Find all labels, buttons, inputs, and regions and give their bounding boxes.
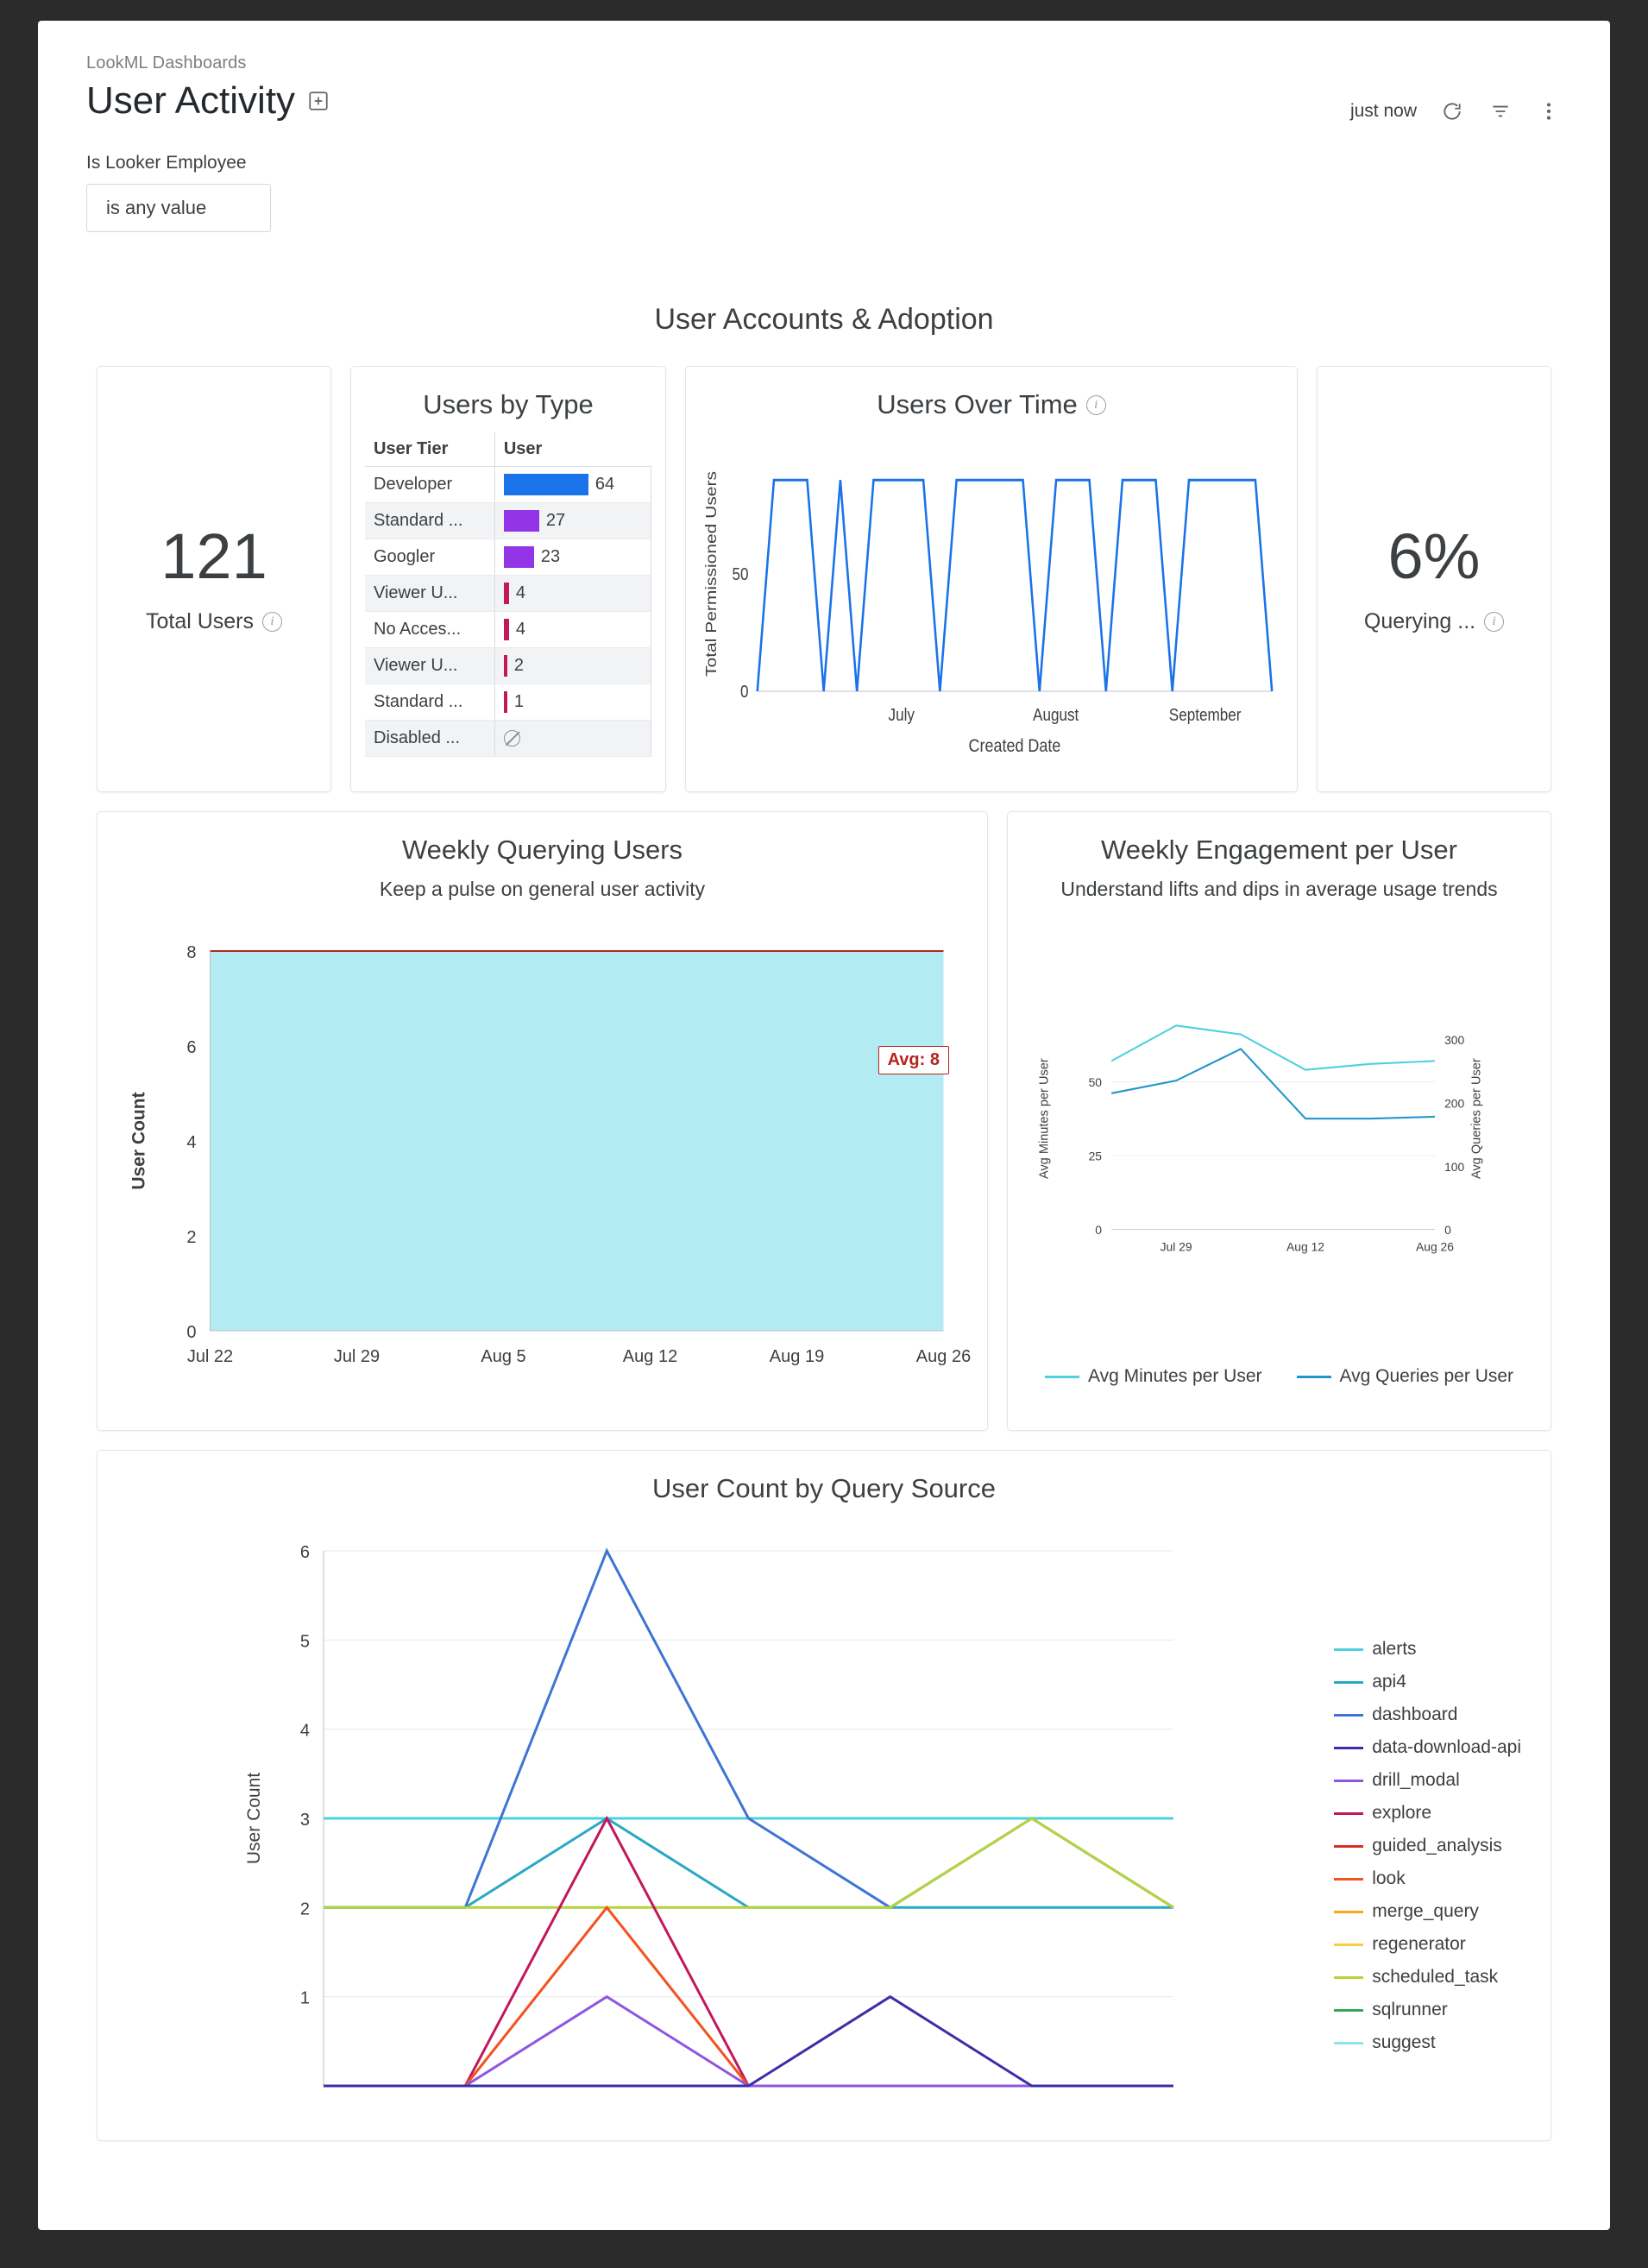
value-bar (504, 691, 507, 713)
axis-tick-label: 50 (1088, 1075, 1103, 1090)
tile-weekly-engagement-per-user[interactable] (1007, 811, 1551, 1431)
cell-user-value (494, 576, 651, 612)
cell-user-tier: No Acces... (365, 612, 494, 648)
legend-swatch (1334, 1714, 1363, 1717)
user-count-by-query-source-title: User Count by Query Source (651, 1473, 996, 1504)
legend-swatch (1334, 1878, 1363, 1881)
line-series-drill_modal (324, 1997, 1173, 2086)
value-label: 27 (545, 511, 566, 531)
refresh-icon[interactable] (1439, 98, 1465, 124)
axis-tick-label: Created Date (968, 736, 1061, 757)
legend-swatch (1334, 1812, 1363, 1815)
legend-label: scheduled_task (1372, 1967, 1499, 1988)
tile-user-count-by-query-source[interactable] (97, 1450, 1551, 2141)
line-series-total-permissioned-users (758, 481, 1272, 692)
y-axis-title-left: Avg Minutes per User (1037, 1058, 1052, 1180)
header-actions (1350, 98, 1562, 124)
weekly-engagement-title: Weekly Engagement per User (1101, 835, 1457, 866)
col-header-user-tier[interactable]: User Tier (365, 432, 494, 467)
value-bar (504, 619, 509, 640)
tile-weekly-querying-users[interactable] (97, 811, 988, 1431)
info-icon[interactable]: i (1086, 395, 1106, 415)
last-refresh-label: just now (1349, 101, 1417, 121)
axis-tick-label: 100 (1444, 1160, 1465, 1175)
users-over-time-title-text: Users Over Time (877, 389, 1078, 420)
axis-tick-label: 3 (299, 1811, 310, 1830)
y-axis-title: User Count (129, 1092, 149, 1190)
axis-tick-label: 4 (186, 1133, 197, 1153)
legend-item[interactable] (1334, 1901, 1521, 1922)
total-users-value: 121 (160, 520, 267, 592)
legend-item[interactable] (1334, 2000, 1521, 2020)
axis-tick-label: 300 (1444, 1033, 1465, 1048)
tile-total-users[interactable] (97, 366, 331, 792)
legend-item[interactable] (1334, 1672, 1521, 1692)
dashboard-header (38, 21, 1610, 122)
tile-users-by-type[interactable] (350, 366, 666, 792)
axis-tick-label: 0 (186, 1323, 197, 1343)
legend-item[interactable] (1334, 1639, 1521, 1660)
legend-label: guided_analysis (1372, 1836, 1502, 1856)
null-icon (504, 730, 520, 747)
legend-item[interactable] (1334, 1770, 1521, 1791)
tile-row-2 (38, 811, 1610, 1431)
cell-user-tier: Viewer U... (365, 648, 494, 684)
cell-user-tier: Googler (365, 539, 494, 576)
cell-user-tier: Viewer U... (365, 576, 494, 612)
line-series-api4 (324, 1818, 1173, 1907)
weekly-engagement-subtitle: Understand lifts and dips in average usage trends (1060, 878, 1498, 901)
filter-icon[interactable] (1488, 98, 1513, 124)
dashboard-window (38, 21, 1610, 2230)
value-bar (504, 510, 539, 532)
user-count-by-query-source-legend (1334, 1639, 1521, 2053)
line-series-avg-minutes-per-user (1111, 1026, 1435, 1070)
legend-swatch (1334, 2042, 1363, 2044)
axis-tick-label: Aug 26 (1415, 1239, 1454, 1254)
value-label: 64 (594, 475, 615, 495)
axis-tick-label: 200 (1444, 1096, 1465, 1111)
value-bar (504, 474, 588, 495)
total-users-label-text: Total Users (145, 608, 255, 633)
cell-user-value (494, 467, 651, 503)
cell-user-value (494, 503, 651, 539)
legend-swatch (1334, 1648, 1363, 1651)
legend-swatch (1334, 1911, 1363, 1913)
legend-item[interactable] (1334, 1803, 1521, 1824)
table-row[interactable] (365, 503, 651, 539)
legend-item[interactable] (1334, 1836, 1521, 1856)
querying-percent-value: 6% (1387, 520, 1481, 592)
filter-value-is-looker-employee[interactable]: is any value (86, 184, 271, 232)
legend-label: merge_query (1372, 1901, 1479, 1922)
legend-item[interactable] (1334, 1967, 1521, 1988)
section-title: User Accounts & Adoption (654, 303, 994, 337)
axis-tick-label: 1 (299, 1989, 310, 2009)
table-row[interactable] (365, 684, 651, 721)
axis-tick-label: 25 (1088, 1149, 1103, 1163)
tile-row-1 (38, 366, 1610, 792)
axis-tick-label: Jul 29 (1160, 1239, 1192, 1254)
axis-tick-label: Aug 19 (769, 1347, 825, 1367)
legend-swatch (1334, 1944, 1363, 1946)
info-icon[interactable]: i (1484, 612, 1504, 632)
legend-label: sqlrunner (1372, 2000, 1448, 2020)
legend-item[interactable] (1334, 1737, 1521, 1758)
tile-users-over-time[interactable] (685, 366, 1298, 792)
cell-user-tier: Standard ... (365, 684, 494, 721)
average-badge: Avg: 8 (878, 1046, 949, 1074)
legend-item[interactable] (1045, 1366, 1262, 1387)
overflow-menu-icon[interactable] (1536, 98, 1562, 124)
legend-swatch (1297, 1376, 1331, 1378)
value-bar (504, 583, 509, 604)
y-axis-title-right: Avg Queries per User (1469, 1058, 1484, 1180)
table-header-row (365, 432, 651, 467)
tile-querying-percent[interactable] (1317, 366, 1551, 792)
weekly-querying-users-title: Weekly Querying Users (401, 835, 683, 866)
axis-tick-label: 2 (299, 1899, 310, 1919)
axis-tick-label: 0 (1095, 1223, 1103, 1238)
legend-item[interactable] (1334, 1868, 1521, 1889)
users-over-time-title (700, 389, 1283, 420)
info-icon[interactable]: i (262, 612, 282, 632)
user-count-by-query-source-chart (111, 1516, 1537, 2125)
legend-item[interactable] (1334, 2032, 1521, 2053)
axis-tick-label: September (1168, 705, 1242, 725)
axis-tick-label: Jul 22 (186, 1347, 234, 1367)
cell-user-value (494, 684, 651, 721)
table-row[interactable] (365, 539, 651, 576)
line-series-scheduled_task (324, 1818, 1173, 1907)
legend-label: data-download-api (1372, 1737, 1521, 1758)
legend-label: suggest (1372, 2032, 1436, 2053)
axis-tick-label: Aug 26 (915, 1347, 972, 1367)
axis-tick-label: 8 (186, 943, 197, 963)
weekly-querying-users-chart (111, 917, 973, 1404)
querying-percent-label (1364, 609, 1504, 634)
legend-label: drill_modal (1372, 1770, 1460, 1791)
y-axis-title: Total Permissioned Users (702, 471, 720, 677)
legend-label: look (1372, 1868, 1406, 1889)
filters-bar (38, 122, 1610, 232)
line-series-data-download-api (324, 1997, 1173, 2086)
legend-item[interactable] (1297, 1366, 1514, 1387)
value-label: 23 (540, 547, 561, 567)
y-axis-title: User Count (244, 1773, 264, 1865)
axis-tick-label: 0 (739, 682, 749, 702)
legend-swatch (1045, 1376, 1079, 1378)
axis-tick-label: Jul 29 (333, 1347, 381, 1367)
axis-tick-label: 50 (732, 564, 749, 584)
legend-label: Avg Queries per User (1339, 1366, 1514, 1387)
legend-swatch (1334, 1845, 1363, 1848)
line-series-explore (324, 1818, 1173, 2086)
weekly-engagement-chart (1022, 917, 1537, 1361)
axis-tick-label: 5 (299, 1632, 310, 1652)
title-row (86, 80, 1562, 122)
axis-tick-label: July (888, 705, 915, 725)
cell-user-value (494, 721, 651, 757)
axis-tick-label: Aug 12 (622, 1347, 678, 1367)
value-bar (504, 546, 534, 568)
legend-label: explore (1372, 1803, 1432, 1824)
cell-user-tier: Developer (365, 467, 494, 503)
axis-tick-label: Aug 12 (1286, 1239, 1325, 1254)
axis-tick-label: 4 (299, 1722, 310, 1742)
weekly-engagement-legend (1022, 1366, 1537, 1387)
axis-tick-label: Aug 5 (481, 1347, 526, 1367)
legend-swatch (1334, 1976, 1363, 1979)
breadcrumb[interactable]: LookML Dashboards (86, 54, 247, 72)
table-row[interactable] (365, 576, 651, 612)
legend-item[interactable] (1334, 1934, 1521, 1955)
cell-user-tier: Standard ... (365, 503, 494, 539)
value-label: 4 (515, 620, 525, 639)
axis-tick-label: 6 (186, 1038, 197, 1058)
legend-swatch (1334, 2009, 1363, 2012)
line-series-avg-queries-per-user (1111, 1049, 1435, 1119)
legend-label: api4 (1372, 1672, 1406, 1692)
value-bar (504, 655, 507, 677)
legend-label: regenerator (1372, 1934, 1466, 1955)
cell-user-value (494, 539, 651, 576)
axis-tick-label: August (1033, 705, 1079, 725)
value-label: 4 (515, 583, 525, 603)
legend-label: Avg Minutes per User (1087, 1366, 1262, 1387)
legend-swatch (1334, 1681, 1363, 1684)
page-title: User Activity (86, 79, 296, 122)
axis-tick-label: 2 (186, 1228, 197, 1248)
cell-user-tier: Disabled ... (365, 721, 494, 757)
table-row[interactable] (365, 721, 651, 757)
table-row[interactable] (365, 648, 651, 684)
legend-label: alerts (1372, 1639, 1417, 1660)
table-row[interactable] (365, 467, 651, 503)
users-by-type-table (365, 432, 651, 757)
users-by-type-title: Users by Type (423, 389, 594, 420)
legend-item[interactable] (1334, 1704, 1521, 1725)
add-to-dashboard-icon[interactable] (307, 90, 330, 112)
cell-user-value (494, 648, 651, 684)
area-series-user-count (211, 951, 944, 1331)
tile-row-3 (38, 1450, 1610, 2141)
users-over-time-chart (700, 432, 1283, 765)
weekly-querying-users-subtitle: Keep a pulse on general user activity (379, 878, 706, 901)
legend-label: dashboard (1372, 1704, 1458, 1725)
querying-percent-label-text: Querying ... (1363, 608, 1476, 633)
filter-label-is-looker-employee: Is Looker Employee (86, 153, 247, 173)
total-users-label (146, 609, 282, 634)
value-label: 2 (513, 656, 524, 676)
cell-user-value (494, 612, 651, 648)
legend-swatch (1334, 1747, 1363, 1749)
table-row[interactable] (365, 612, 651, 648)
value-label: 1 (513, 692, 524, 712)
axis-tick-label: 6 (299, 1543, 310, 1563)
legend-swatch (1334, 1780, 1363, 1782)
col-header-user[interactable]: User (494, 432, 651, 467)
axis-tick-label: 0 (1444, 1223, 1451, 1238)
